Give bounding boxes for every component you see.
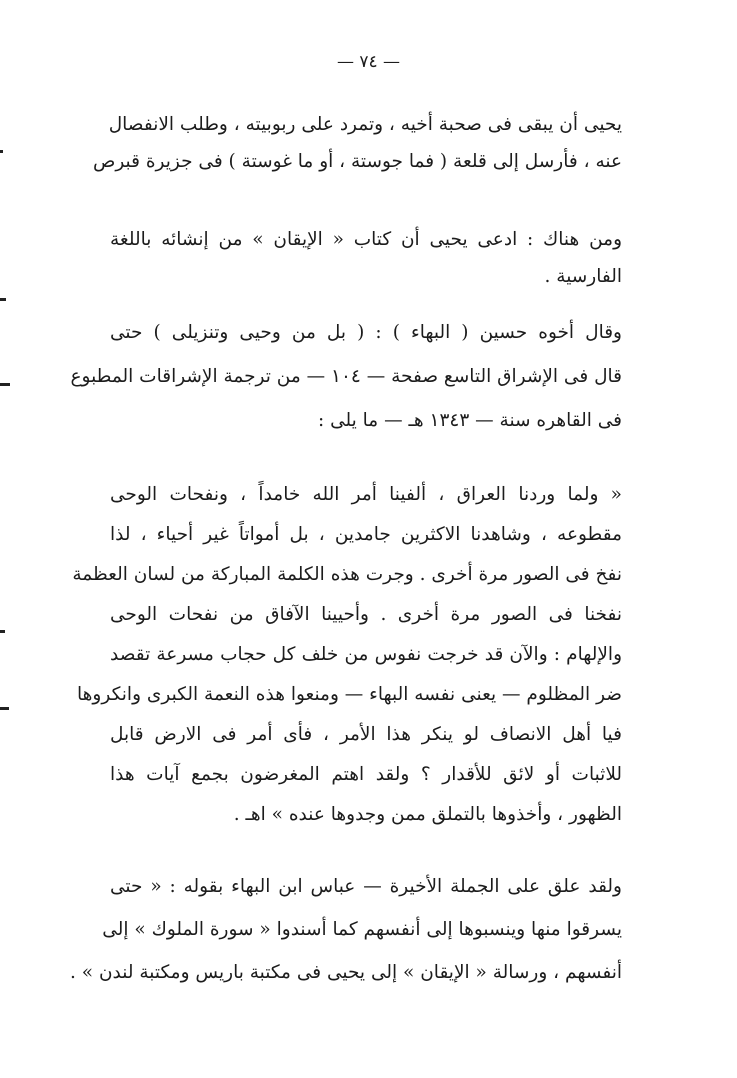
text-line: الفارسية . — [544, 266, 622, 287]
text-line: يسرقوا منها وينسبوها إلى أنفسهم كما أسندوا « سورة الملوك » إلى — [102, 919, 622, 940]
text-line: يحيى أن يبقى فى صحبة أخيه ، وتمرد على ربوبيته ، وطلب الانفصال — [108, 114, 622, 135]
text-line: الظهور ، وأخذوها بالتملق ممن وجدوها عنده » اهـ . — [233, 804, 622, 825]
text-line: أنفسهم ، ورسالة « الإيقان » إلى يحيى فى مكتبة باريس ومكتبة لندن » . — [70, 962, 622, 983]
text-line: مقطوعه ، وشاهدنا الاكثرين جامدين ، بل أمواتاً غير أحياء ، لذا — [110, 524, 622, 545]
text-line: قال فى الإشراق التاسع صفحة — ١٠٤ — من ترجمة الإشراقات المطبوع — [70, 366, 622, 387]
page-number: — ٧٤ — — [336, 52, 401, 72]
scan-mark — [0, 383, 10, 386]
text-line: نفخ فى الصور مرة أخرى . وجرت هذه الكلمة المباركة من لسان العظمة — [72, 564, 622, 585]
scan-mark — [0, 630, 5, 633]
text-line: « ولما وردنا العراق ، ألفينا أمر الله خامداً ، ونفحات الوحى — [110, 484, 622, 505]
scan-mark — [0, 150, 3, 153]
scan-mark — [0, 707, 9, 710]
text-line: وقال أخوه حسين ( البهاء ) : ( بل من وحيى وتنزيلى ) حتى — [110, 322, 622, 343]
text-line: ومن هناك : ادعى يحيى أن كتاب « الإيقان » من إنشائه باللغة — [110, 229, 622, 250]
text-line: ضر المظلوم — يعنى نفسه البهاء — ومنعوا هذه النعمة الكبرى وانكروها — [77, 684, 622, 705]
text-line: للاثبات أو لائق للأقدار ؟ ولقد اهتم المغرضون بجمع آيات هذا — [110, 764, 622, 785]
text-line: فيا أهل الانصاف لو ينكر هذا الأمر ، فأى أمر فى الارض قابل — [110, 724, 622, 745]
text-line: والإلهام : والآن قد خرجت نفوس من خلف كل حجاب مسرعة تقصد — [110, 644, 622, 665]
text-line: ولقد علق على الجملة الأخيرة — عباس ابن البهاء بقوله : « حتى — [110, 876, 622, 897]
text-line: فى القاهره سنة — ١٣٤٣ هـ — ما يلى : — [317, 410, 622, 431]
text-line: عنه ، فأرسل إلى قلعة ( فما جوستة ، أو ما غوستة ) فى جزيرة قبرص — [92, 151, 622, 172]
text-line: نفخنا فى الصور مرة أخرى . وأحيينا الآفاق من نفحات الوحى — [110, 604, 622, 625]
scan-mark — [0, 298, 6, 301]
